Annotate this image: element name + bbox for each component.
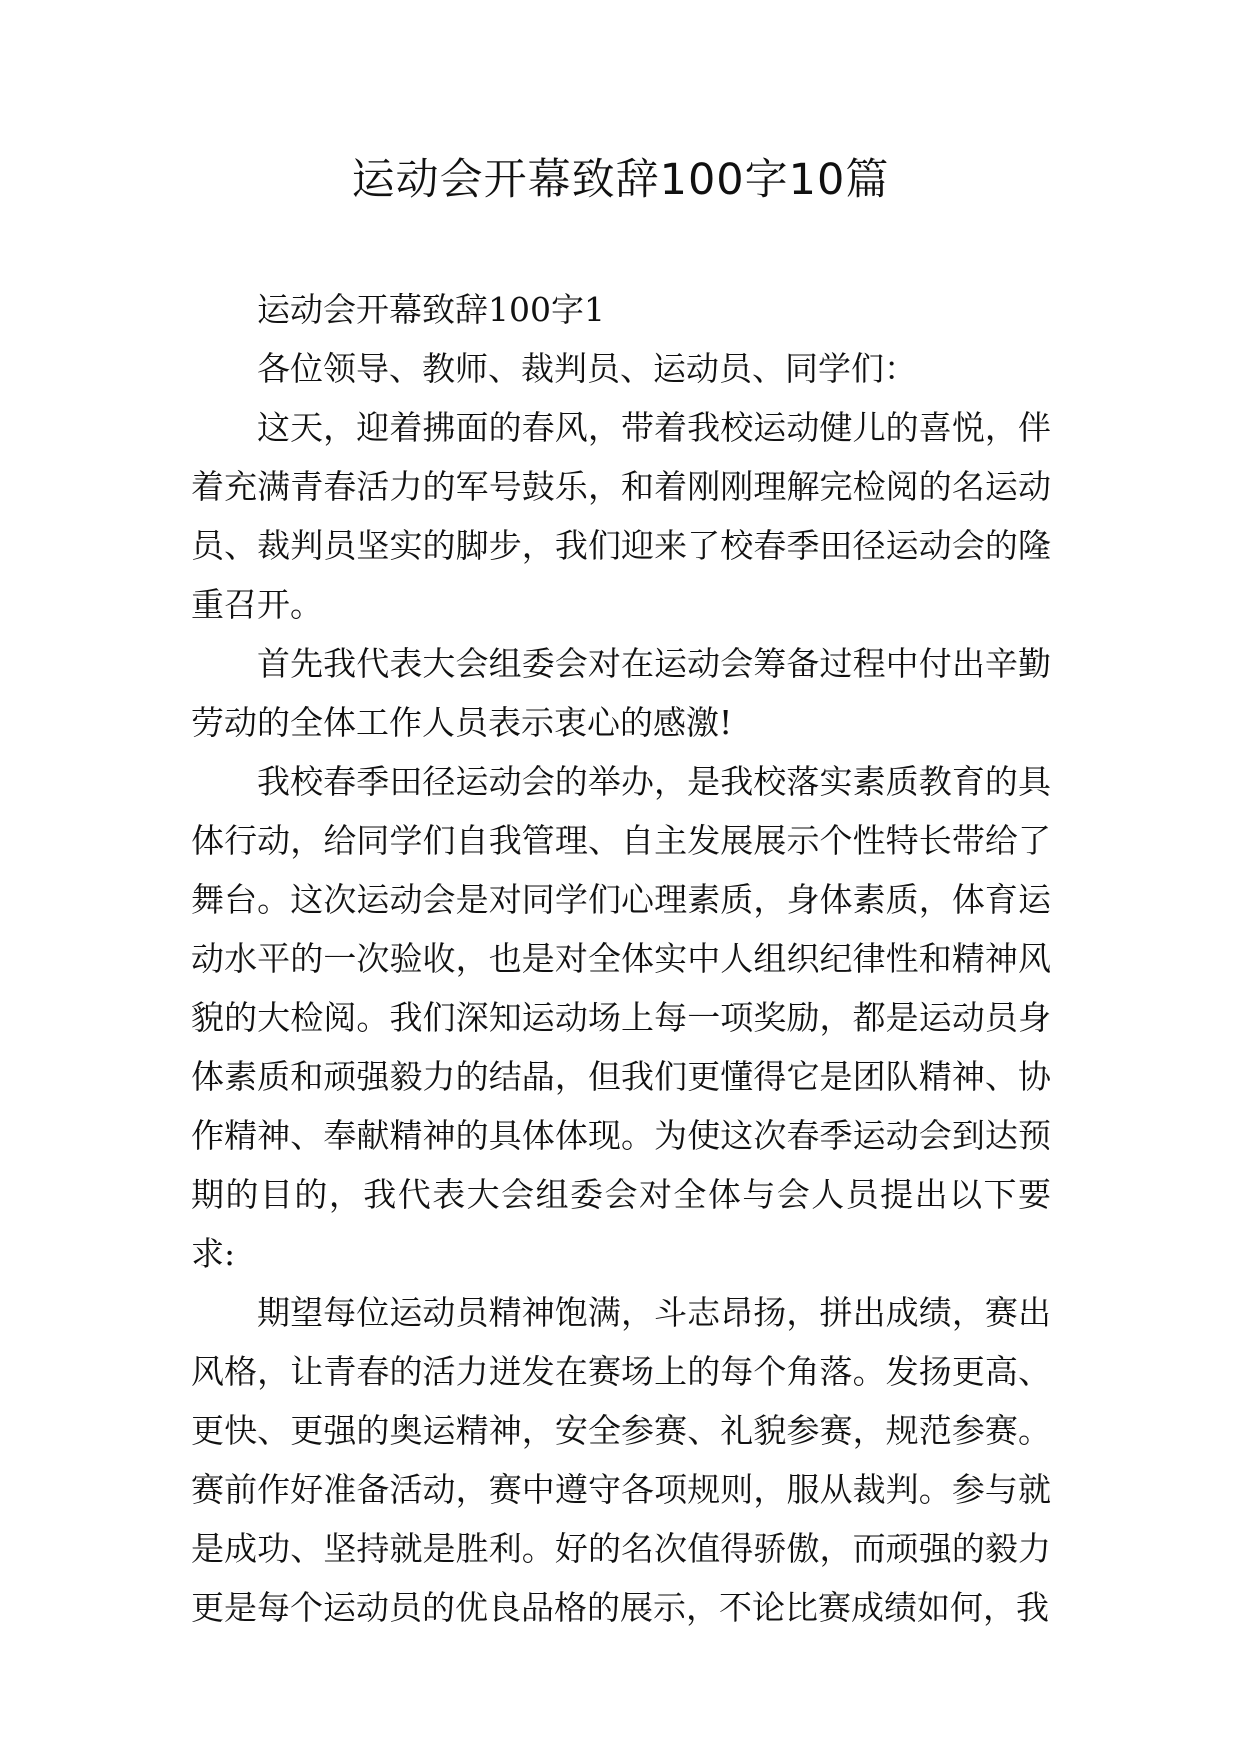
salutation-paragraph: 各位领导、教师、裁判员、运动员、同学们：: [257, 349, 917, 388]
document-title: 运动会开幕致辞100字10篇: [351, 155, 890, 205]
body-paragraph: 这天，迎着拂面的春风，带着我校运动健儿的喜悦，伴着充满青春活力的军号鼓乐，和着刚刚理解完检阅的名运动员、裁判员坚实的脚步，我们迎来了校春季田径运动会的隆重召开。: [191, 408, 1051, 624]
body-paragraph: 首先我代表大会组委会对在运动会筹备过程中付出辛勤劳动的全体工作人员表示衷心的感激!: [191, 644, 1051, 742]
body-paragraph: 期望每位运动员精神饱满，斗志昂扬，拼出成绩，赛出风格，让青春的活力迸发在赛场上的每个角落。发扬更高、更快、更强的奥运精神，安全参赛、礼貌参赛，规范参赛。赛前作好准备活动，赛中遵守各项规则，服从裁判。参与就是成功、坚持就是胜利。好的名次值得骄傲，而顽强的毅力更是每个运动员的优良品格的展示，不论比赛成绩如何，我: [191, 1293, 1051, 1627]
body-paragraph: 我校春季田径运动会的举办，是我校落实素质教育的具体行动，给同学们自我管理、自主发展展示个性特长带给了舞台。这次运动会是对同学们心理素质，身体素质，体育运动水平的一次验收，也是对全体实中人组织纪律性和精神风貌的大检阅。我们深知运动场上每一项奖励，都是运动员身体素质和顽强毅力的结晶，但我们更懂得它是团队精神、协作精神、奉献精神的具体体现。为使这次春季运动会到达预期的目的，我代表大会组委会对全体与会人员提出以下要求:: [191, 762, 1051, 1273]
heading-speech-1: 运动会开幕致辞100字1: [257, 290, 605, 329]
document-body: [191, 280, 1051, 1637]
